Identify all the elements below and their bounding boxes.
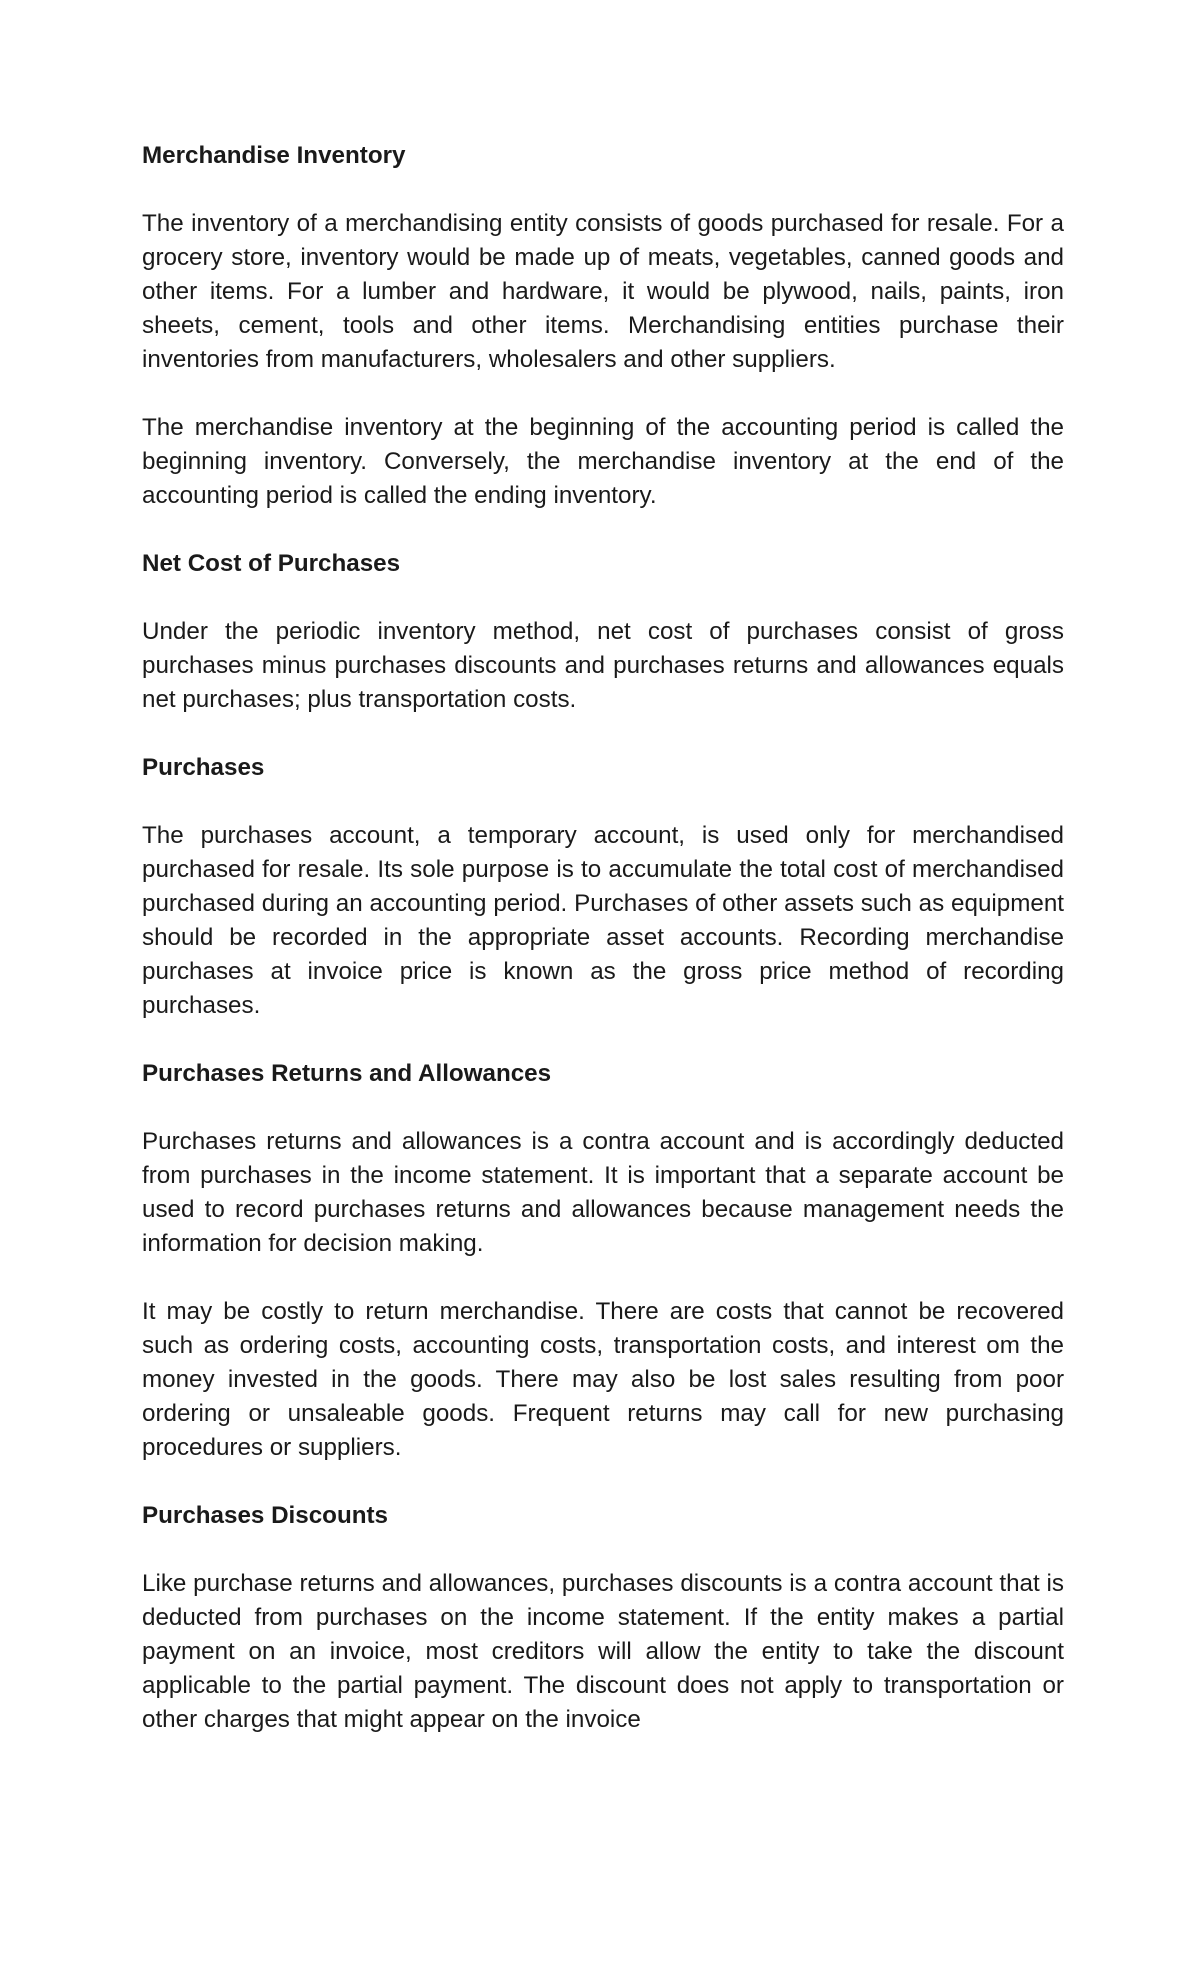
paragraph: Purchases returns and allowances is a contra account and is accordingly deducted from purchases in the income statement. It is important that a separate account be used to record purchases returns and allowances because management needs the information for decision making. bbox=[142, 1128, 1064, 1257]
paragraph: Like purchase returns and allowances, purchases discounts is a contra account that is deducted from purchases on the income statement. If the entity makes a partial payment on an invoice, most creditors will allow the entity to take the discount applicable to the partial payment. The discount does not apply to transportation or other charges that might appear on the invoice bbox=[142, 1570, 1064, 1733]
paragraph: The merchandise inventory at the beginning of the accounting period is called the beginning inventory. Conversely, the merchandise inventory at the end of the accounting period is called the ending inventory. bbox=[142, 414, 1064, 509]
section-heading-purchases: Purchases bbox=[142, 754, 265, 781]
section-heading-merchandise-inventory: Merchandise Inventory bbox=[142, 142, 406, 169]
paragraph: Under the periodic inventory method, net cost of purchases consist of gross purchases minus purchases discounts and purchases returns and allowances equals net purchases; plus transportation costs. bbox=[142, 618, 1064, 713]
paragraph: The inventory of a merchandising entity consists of goods purchased for resale. For a grocery store, inventory would be made up of meats, vegetables, canned goods and other items. For a lumber and hardware, it would be plywood, nails, paints, iron sheets, cement, tools and other items. Merchandising entities purchase their inventories from manufacturers, wholesalers and other suppliers. bbox=[142, 210, 1064, 373]
section-heading-purchases-returns-and-allowances: Purchases Returns and Allowances bbox=[142, 1060, 552, 1087]
section-heading-purchases-discounts: Purchases Discounts bbox=[142, 1502, 388, 1529]
paragraph: It may be costly to return merchandise. There are costs that cannot be recovered such as ordering costs, accounting costs, transportation costs, and interest om the money invested in the goods. There may also be lost sales resulting from poor ordering or unsaleable goods. Frequent returns may call for new purchasing procedures or suppliers. bbox=[142, 1298, 1064, 1461]
section-heading-net-cost-of-purchases: Net Cost of Purchases bbox=[142, 550, 401, 577]
paragraph: The purchases account, a temporary account, is used only for merchandised purchased for resale. Its sole purpose is to accumulate the total cost of merchandised purchased during an accounting period. Purchases of other assets such as equipment should be recorded in the appropriate asset accounts. Recording merchandise purchases at invoice price is known as the gross price method of recording purchases. bbox=[142, 822, 1064, 1019]
document-body bbox=[142, 139, 1064, 1737]
